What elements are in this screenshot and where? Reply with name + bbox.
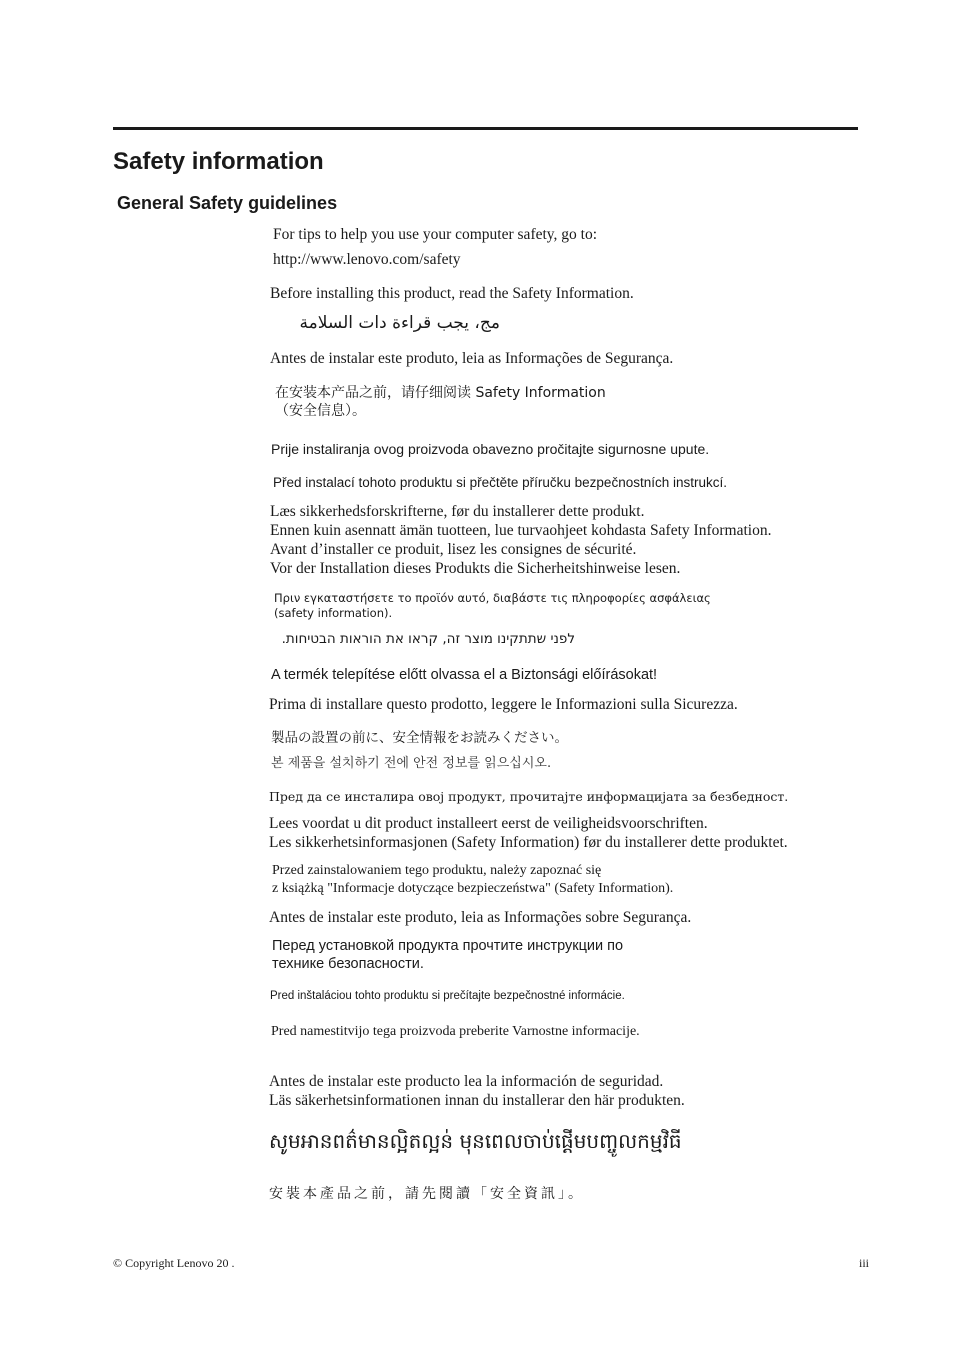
- simplified-chinese-line-2: （安全信息）。: [275, 403, 366, 419]
- nordic-european-notices: [270, 502, 771, 578]
- polish-line-1: Przed zainstalowaniem tego produktu, należy zapoznać się: [272, 863, 602, 878]
- italian-notice: Prima di installare questo prodotto, leggere le Informazioni sulla Sicurezza.: [269, 696, 738, 713]
- top-rule: [113, 127, 858, 130]
- section-heading: General Safety guidelines: [117, 193, 338, 213]
- hungarian-notice: A termék telepítése előtt olvassa el a Biztonsági előírásokat!: [271, 667, 658, 683]
- croatian-notice: Prije instaliranja ovog proizvoda obavezno pročitajte sigurnosne upute.: [271, 441, 710, 457]
- macedonian-notice: Пред да се инсталира овој продукт, прочитајте информацијата за безбедност.: [269, 789, 789, 804]
- korean-notice: 본 제품을 설치하기 전에 안전 정보를 읽으십시오.: [271, 756, 552, 771]
- english-notice: Before installing this product, read the Safety Information.: [270, 285, 634, 302]
- portuguese-notice: Antes de instalar este produto, leia as Informações sobre Segurança.: [269, 909, 692, 926]
- polish-notice: [272, 862, 673, 898]
- tips-text: For tips to help you use your computer safety, go to:: [273, 226, 598, 243]
- finnish-notice: Ennen kuin asennatt ämän tuotteen, lue turvaohjeet kohdasta Safety Information.: [270, 522, 772, 539]
- polish-line-2: z książką "Informacje dotyczące bezpieczeństwa" (Safety Information).: [272, 881, 674, 896]
- danish-notice: Læs sikkerhedsforskrifterne, før du installerer dette produkt.: [270, 503, 645, 520]
- page-number: iii: [858, 1256, 869, 1270]
- spanish-swedish-notices: [269, 1072, 685, 1110]
- simplified-chinese-notice: [275, 384, 606, 420]
- norwegian-notice: Les sikkerhetsinformasjonen (Safety Information) før du installerer dette produktet.: [269, 834, 788, 851]
- copyright-footer: © Copyright Lenovo 20 .: [113, 1256, 235, 1270]
- russian-notice: [272, 937, 623, 973]
- german-notice: Vor der Installation dieses Produkts die Sicherheitshinweise lesen.: [270, 560, 681, 577]
- khmer-notice: សូមអានពត៌មានល្អិតល្អន់ មុនពេលចាប់ផ្តើមបញ្ចូលកម្មវិធី: [269, 1129, 682, 1153]
- dutch-norwegian-notices: [269, 814, 788, 852]
- arabic-notice: مج، يجب قراءة دات السلامة: [299, 313, 500, 333]
- russian-line-1: Перед установкой продукта прочтите инструкции по: [272, 938, 624, 954]
- greek-notice: [274, 591, 711, 621]
- japanese-notice: 製品の設置の前に、安全情報をお読みください。: [271, 730, 568, 746]
- dutch-notice: Lees voordat u dit product installeert eerst de veiligheidsvoorschriften.: [269, 815, 708, 832]
- slovak-notice: Pred inštaláciou tohto produktu si prečítajte bezpečnostné informácie.: [270, 990, 625, 1002]
- swedish-notice: Läs säkerhetsinformationen innan du installerar den här produkten.: [269, 1092, 685, 1109]
- traditional-chinese-notice: 安裝本產品之前，請先閱讀「安全資訊」。: [269, 1186, 585, 1202]
- safety-url: http://www.lenovo.com/safety: [273, 251, 461, 268]
- hebrew-notice: לפני שתתקינו מוצר זה, קראו את הוראות הבטיחות.: [281, 631, 575, 647]
- greek-line-1: Πριν εγκαταστήσετε το προϊόν αυτό, διαβάστε τις πληροφορίες ασφάλειας: [274, 591, 711, 605]
- french-notice: Avant d’installer ce produit, lisez les consignes de sécurité.: [270, 541, 637, 558]
- greek-line-2: (safety information).: [274, 606, 393, 620]
- russian-line-2: технике безопасности.: [272, 956, 424, 972]
- slovenian-notice: Pred namestitvijo tega proizvoda preberite Varnostne informacije.: [271, 1024, 640, 1039]
- czech-notice: Před instalací tohoto produktu si přečtěte příručku bezpečnostních instrukcí.: [273, 475, 727, 490]
- page-title: Safety information: [113, 148, 324, 175]
- simplified-chinese-line-1: 在安装本产品之前，请仔细阅读 Safety Information: [275, 385, 606, 401]
- spanish-notice: Antes de instalar este producto lea la información de seguridad.: [269, 1073, 664, 1090]
- portuguese-brazil-notice: Antes de instalar este produto, leia as Informações de Segurança.: [270, 350, 674, 367]
